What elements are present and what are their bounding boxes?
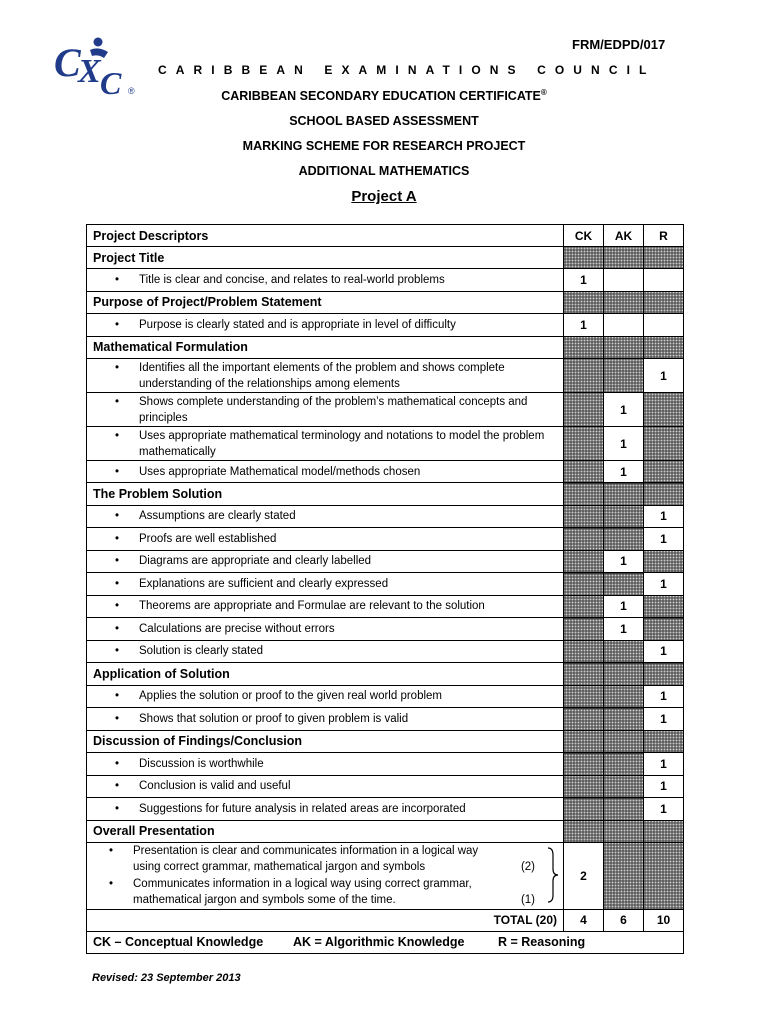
bullet-icon: • xyxy=(115,318,120,331)
header-descriptors: Project Descriptors xyxy=(87,225,564,247)
legend-ak: AK = Algorithmic Knowledge xyxy=(293,935,465,949)
hatched-cell xyxy=(644,461,684,483)
hatched-cell xyxy=(604,775,644,798)
descriptor-row xyxy=(87,528,684,551)
total-ck: 4 xyxy=(564,909,604,931)
section-row xyxy=(87,663,684,686)
hatched-cell xyxy=(564,291,604,314)
mark-r: 1 xyxy=(644,685,684,708)
section-title: Project Title xyxy=(87,247,564,269)
descriptor-row xyxy=(87,798,684,821)
bullet-icon: • xyxy=(115,510,120,523)
total-ak: 6 xyxy=(604,909,644,931)
descriptor-row xyxy=(87,753,684,776)
project-title: Project A xyxy=(351,188,417,205)
hatched-cell xyxy=(604,291,644,314)
descriptor-row xyxy=(87,269,684,292)
certificate-heading: CARIBBEAN SECONDARY EDUCATION CERTIFICATE® xyxy=(221,88,547,104)
section-title: Application of Solution xyxy=(87,663,564,686)
hatched-cell xyxy=(604,336,644,359)
hatched-cell xyxy=(604,842,644,909)
presentation-line: • Communicates information in a logical way using correct grammar, xyxy=(87,876,563,893)
bullet-icon: • xyxy=(109,844,114,857)
hatched-cell xyxy=(644,427,684,461)
mark-ak: 1 xyxy=(604,427,644,461)
descriptor-row xyxy=(87,359,684,393)
descriptor-text: • Uses appropriate mathematical terminology and notations to model the problem mathematically xyxy=(87,427,564,461)
section-title: Purpose of Project/Problem Statement xyxy=(87,291,564,314)
section-title: Mathematical Formulation xyxy=(87,336,564,359)
hatched-cell xyxy=(604,483,644,506)
bullet-icon: • xyxy=(115,555,120,568)
hatched-cell xyxy=(564,461,604,483)
hatched-cell xyxy=(564,753,604,776)
section-row xyxy=(87,291,684,314)
hatched-cell xyxy=(564,359,604,393)
presentation-line: mathematical jargon and symbols some of the time. (1) xyxy=(133,894,535,906)
presentation-line: using correct grammar, mathematical jargon and symbols (2) xyxy=(133,861,535,873)
section-title: Discussion of Findings/Conclusion xyxy=(87,730,564,753)
descriptor-row xyxy=(87,775,684,798)
hatched-cell xyxy=(564,573,604,596)
header-r: R xyxy=(644,225,684,247)
mark-ak: 1 xyxy=(604,461,644,483)
descriptor-row xyxy=(87,618,684,641)
mark-ak: 1 xyxy=(604,595,644,618)
mark-r: 1 xyxy=(644,528,684,551)
descriptor-row xyxy=(87,685,684,708)
form-code: FRM/EDPD/017 xyxy=(572,37,666,52)
descriptor-row xyxy=(87,505,684,528)
descriptor-row xyxy=(87,427,684,461)
descriptor-row xyxy=(87,595,684,618)
hatched-cell xyxy=(644,483,684,506)
hatched-cell xyxy=(644,618,684,641)
section-title: Overall Presentation xyxy=(87,820,564,842)
hatched-cell xyxy=(604,708,644,731)
header-ck: CK xyxy=(564,225,604,247)
descriptor-text: • Explanations are sufficient and clearly expressed xyxy=(87,573,564,596)
presentation-row xyxy=(87,842,684,909)
empty-cell xyxy=(644,314,684,337)
svg-text:X: X xyxy=(78,53,101,90)
mark-ak: 1 xyxy=(604,618,644,641)
empty-cell xyxy=(604,269,644,292)
scheme-heading: MARKING SCHEME FOR RESEARCH PROJECT xyxy=(242,139,526,153)
subject-heading: ADDITIONAL MATHEMATICS xyxy=(298,164,470,178)
total-r: 10 xyxy=(644,909,684,931)
hatched-cell xyxy=(564,528,604,551)
descriptor-text: • Shows that solution or proof to given problem is valid xyxy=(87,708,564,731)
hatched-cell xyxy=(564,393,604,427)
bullet-icon: • xyxy=(115,712,120,725)
hatched-cell xyxy=(564,483,604,506)
descriptor-text: • Solution is clearly stated xyxy=(87,640,564,663)
bullet-icon: • xyxy=(115,465,120,478)
hatched-cell xyxy=(644,730,684,753)
empty-cell xyxy=(644,269,684,292)
mark-r: 1 xyxy=(644,640,684,663)
section-title: The Problem Solution xyxy=(87,483,564,506)
empty-cell xyxy=(604,314,644,337)
mark-r: 1 xyxy=(644,775,684,798)
marking-scheme-table xyxy=(86,224,684,954)
hatched-cell xyxy=(604,359,644,393)
hatched-cell xyxy=(604,753,644,776)
legend xyxy=(87,931,684,953)
bullet-icon: • xyxy=(115,780,120,793)
council-name: CARIBBEAN EXAMINATIONS COUNCIL xyxy=(158,63,656,77)
descriptor-text: • Conclusion is valid and useful xyxy=(87,775,564,798)
descriptor-row xyxy=(87,393,684,427)
total-label: TOTAL (20) xyxy=(87,909,564,931)
mark-r: 1 xyxy=(644,753,684,776)
descriptor-row xyxy=(87,461,684,483)
hatched-cell xyxy=(644,842,684,909)
hatched-cell xyxy=(644,247,684,269)
mark-r: 1 xyxy=(644,505,684,528)
hatched-cell xyxy=(564,798,604,821)
descriptor-text: • Applies the solution or proof to the given real world problem xyxy=(87,685,564,708)
descriptor-text: • Shows complete understanding of the problem’s mathematical concepts and principles xyxy=(87,393,564,427)
descriptor-row xyxy=(87,573,684,596)
descriptor-text: • Assumptions are clearly stated xyxy=(87,505,564,528)
bullet-icon: • xyxy=(115,395,120,408)
bullet-icon: • xyxy=(115,577,120,590)
descriptor-row xyxy=(87,708,684,731)
section-row xyxy=(87,820,684,842)
section-row xyxy=(87,483,684,506)
bullet-icon: • xyxy=(115,622,120,635)
mark-ck: 2 xyxy=(564,842,604,909)
mark-ak: 1 xyxy=(604,393,644,427)
hatched-cell xyxy=(564,640,604,663)
mark-r: 1 xyxy=(644,359,684,393)
assessment-heading: SCHOOL BASED ASSESSMENT xyxy=(289,114,479,128)
legend-r: R = Reasoning xyxy=(498,935,586,949)
hatched-cell xyxy=(604,528,644,551)
bullet-icon: • xyxy=(115,802,120,815)
descriptor-row xyxy=(87,640,684,663)
bullet-icon: • xyxy=(115,757,120,770)
descriptor-text: • Purpose is clearly stated and is appropriate in level of difficulty xyxy=(87,314,564,337)
mark-ak: 1 xyxy=(604,550,644,573)
presentation-line: • Presentation is clear and communicates information in a logical way xyxy=(87,843,563,860)
hatched-cell xyxy=(564,618,604,641)
hatched-cell xyxy=(644,336,684,359)
hatched-cell xyxy=(564,505,604,528)
hatched-cell xyxy=(644,550,684,573)
hatched-cell xyxy=(644,291,684,314)
legend-ck: CK – Conceptual Knowledge xyxy=(93,935,264,949)
section-row xyxy=(87,336,684,359)
hatched-cell xyxy=(604,663,644,686)
legend-row xyxy=(87,931,684,953)
hatched-cell xyxy=(644,663,684,686)
bullet-icon: • xyxy=(115,690,120,703)
hatched-cell xyxy=(564,775,604,798)
descriptor-row xyxy=(87,314,684,337)
bullet-icon: • xyxy=(109,877,114,890)
section-row xyxy=(87,730,684,753)
hatched-cell xyxy=(644,595,684,618)
mark-ck: 1 xyxy=(564,269,604,292)
hatched-cell xyxy=(644,393,684,427)
descriptor-text: • Suggestions for future analysis in related areas are incorporated xyxy=(87,798,564,821)
descriptor-text: • Diagrams are appropriate and clearly labelled xyxy=(87,550,564,573)
hatched-cell xyxy=(564,730,604,753)
hatched-cell xyxy=(564,708,604,731)
section-row xyxy=(87,247,684,269)
table-header-row xyxy=(87,225,684,247)
bullet-icon: • xyxy=(115,273,120,286)
mark-ck: 1 xyxy=(564,314,604,337)
descriptor-text: • Discussion is worthwhile xyxy=(87,753,564,776)
bullet-icon: • xyxy=(115,532,120,545)
hatched-cell xyxy=(604,640,644,663)
mark-r: 1 xyxy=(644,798,684,821)
descriptor-text: • Title is clear and concise, and relates to real-world problems xyxy=(87,269,564,292)
hatched-cell xyxy=(564,427,604,461)
hatched-cell xyxy=(564,595,604,618)
hatched-cell xyxy=(564,247,604,269)
descriptor-text: • Calculations are precise without errors xyxy=(87,618,564,641)
hatched-cell xyxy=(564,820,604,842)
hatched-cell xyxy=(604,820,644,842)
descriptor-row xyxy=(87,550,684,573)
revised-date: Revised: 23 September 2013 xyxy=(92,972,241,984)
right-brace-icon xyxy=(547,847,559,903)
hatched-cell xyxy=(604,798,644,821)
total-row xyxy=(87,909,684,931)
mark-r: 1 xyxy=(644,573,684,596)
bullet-icon: • xyxy=(115,429,120,442)
mark-r: 1 xyxy=(644,708,684,731)
header-ak: AK xyxy=(604,225,644,247)
hatched-cell xyxy=(604,247,644,269)
hatched-cell xyxy=(644,820,684,842)
hatched-cell xyxy=(564,685,604,708)
descriptor-text: • Theorems are appropriate and Formulae are relevant to the solution xyxy=(87,595,564,618)
descriptor-text: • Identifies all the important elements of the problem and shows complete understanding of the relationships among elements xyxy=(87,359,564,393)
hatched-cell xyxy=(604,685,644,708)
hatched-cell xyxy=(564,550,604,573)
bullet-icon: • xyxy=(115,645,120,658)
bullet-icon: • xyxy=(115,361,120,374)
svg-text:®: ® xyxy=(128,86,135,96)
presentation-descriptors xyxy=(87,842,564,909)
hatched-cell xyxy=(564,663,604,686)
svg-text:C: C xyxy=(100,65,122,98)
bullet-icon: • xyxy=(115,600,120,613)
hatched-cell xyxy=(604,730,644,753)
hatched-cell xyxy=(604,573,644,596)
hatched-cell xyxy=(564,336,604,359)
descriptor-text: • Proofs are well established xyxy=(87,528,564,551)
svg-text:C: C xyxy=(54,40,81,85)
descriptor-text: • Uses appropriate Mathematical model/methods chosen xyxy=(87,461,564,483)
hatched-cell xyxy=(604,505,644,528)
